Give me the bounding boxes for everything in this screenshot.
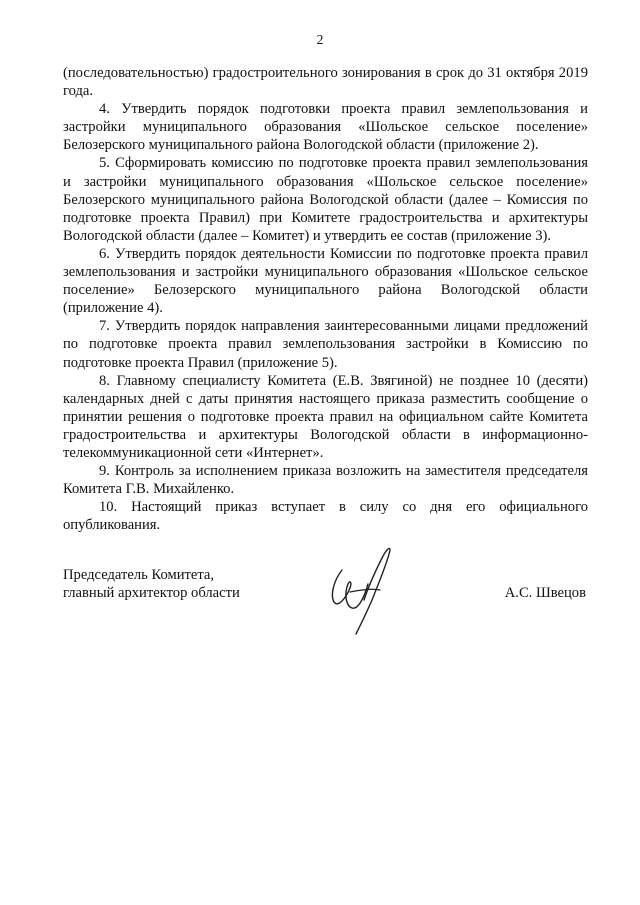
paragraph-item-7: 7. Утвердить порядок направления заинтересованными лицами предложений по подготовке проекта правил землепользования застройки в Комиссию по подготовке проекта Правил (приложение 5). (63, 318, 588, 371)
page-number: 2 (316, 32, 324, 47)
signatory-title (63, 566, 240, 602)
paragraph-item-8: 8. Главному специалисту Комитета (Е.В. Звягиной) не позднее 10 (десяти) календарных дней с даты принятия настоящего приказа разместить сообщение о принятии решения о подготовке проекта правил на официальном сайте Комитета градостроительства и архитектуры Вологодской области в информационно-телекоммуникационной сети «Интернет». (63, 372, 588, 461)
paragraph-item-5: 5. Сформировать комиссию по подготовке проекта правил землепользования и застройки муниципального образования «Шольское сельское поселение» Белозерского муниципального района Вологодской области (далее – Комиссия по подготовке проекта Правил) при Комитете градостроительства и архитектуры Вологодской области (далее – Комитет) и утвердить ее состав (приложение 3). (63, 155, 588, 244)
paragraph-item-10: 10. Настоящий приказ вступает в силу со дня его официального опубликования. (63, 499, 588, 534)
paragraph-item-9: 9. Контроль за исполнением приказа возложить на заместителя председателя Комитета Г.В. Михайленко. (63, 463, 588, 498)
paragraph-item-6: 6. Утвердить порядок деятельности Комиссии по подготовке проекта правил землепользования и застройки муниципального образования «Шольское сельское поселение» Белозерского муниципального района Вологодской области (приложение 4). (63, 245, 588, 317)
signatory-title-line-2: главный архитектор области (63, 585, 240, 602)
paragraph-item-4: 4. Утвердить порядок подготовки проекта правил землепользования и застройки муниципального образования «Шольское сельское поселение» Белозерского муниципального района Вологодской области (приложение 2). (63, 101, 588, 154)
handwritten-signature (320, 540, 400, 640)
signatory-title-line-1: Председатель Комитета, (63, 567, 215, 583)
paragraph-continuation: (последовательностью) градостроительного зонирования в срок до 31 октября 2019 года. (63, 65, 588, 100)
signatory-name: А.С. Швецов (504, 585, 586, 601)
document-body (63, 64, 588, 534)
